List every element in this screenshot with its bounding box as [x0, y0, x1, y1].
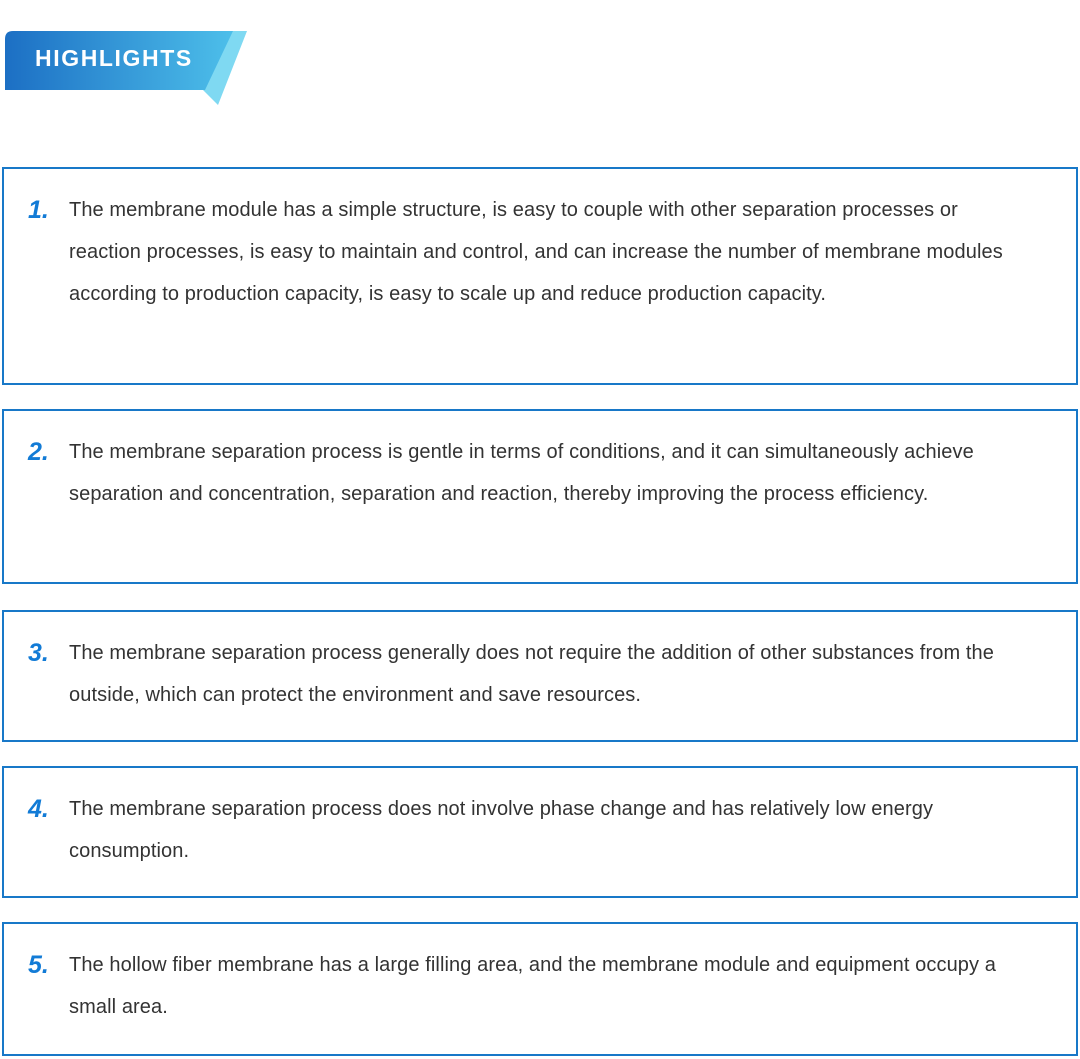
highlight-text-3: The membrane separation process generally does not require the addition of other substances from the outside, which can protect the environment and save resources. [69, 642, 994, 706]
highlight-number-2: 2. [28, 438, 49, 466]
highlight-number-5: 5. [28, 951, 49, 979]
highlight-text-5: The hollow fiber membrane has a large filling area, and the membrane module and equipment occupy a small area. [69, 954, 996, 1018]
highlight-card-1 [2, 167, 1078, 385]
highlight-text-4: The membrane separation process does not involve phase change and has relatively low energy consumption. [69, 798, 934, 862]
banner-title: HIGHLIGHTS [35, 45, 193, 71]
highlight-text-1: The membrane module has a simple structure, is easy to couple with other separation processes or reaction processes, is easy to maintain and control, and can increase the number of membrane modules according to production capacity, is easy to scale up and reduce production capacity. [69, 199, 1003, 305]
highlights-banner [4, 30, 254, 110]
highlight-number-4: 4. [28, 795, 49, 823]
highlight-card-4 [2, 766, 1078, 898]
highlight-card-3 [2, 610, 1078, 742]
highlight-text-2: The membrane separation process is gentle in terms of conditions, and it can simultaneously achieve separation and concentration, separation and reaction, thereby improving the process efficiency. [69, 441, 974, 505]
highlight-card-2 [2, 409, 1078, 584]
highlight-card-5 [2, 922, 1078, 1056]
highlight-number-1: 1. [28, 196, 49, 224]
highlight-number-3: 3. [28, 639, 49, 667]
